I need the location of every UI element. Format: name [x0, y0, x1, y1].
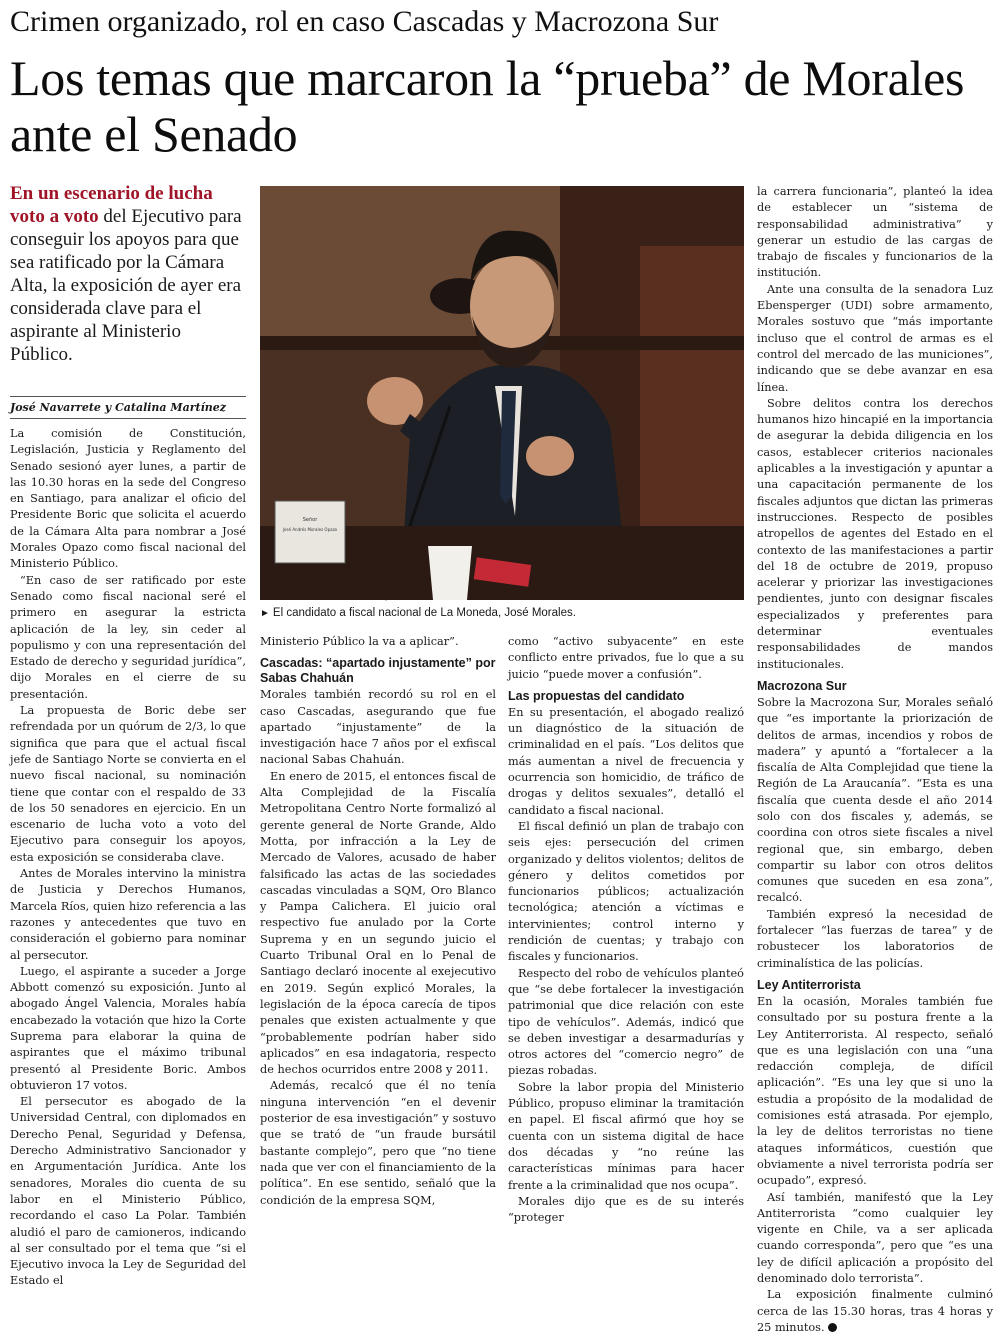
- article-column-4: [757, 184, 993, 1334]
- end-mark-icon: [828, 1323, 837, 1332]
- paragraph: Sobre la labor propia del Ministerio Público, propuso eliminar la tramitación en papel. El fiscal afirmó que hoy se cuenta con un sistema digital de hace dos décadas y “no reúne las características mínimas para hacer frente a la criminalidad que nos ocupa”.: [508, 1080, 744, 1192]
- article-column-3: [508, 634, 744, 1225]
- paragraph: Luego, el aspirante a suceder a Jorge Abbott comenzó su exposición. Junto al abogado Ángel Valencia, Morales había encabezado la votación que hizo la Corte Suprema para elaborar la quina de aspirantes que el máximo tribunal presentó al Presidente Boric. Ambos obtuvieron 17 votos.: [10, 964, 246, 1092]
- subheading: Ley Antiterrorista: [757, 977, 861, 992]
- paragraph: “En caso de ser ratificado por este Senado como fiscal nacional seré el primero en asegurar la estricta aplicación de la ley, sin ceder al populismo y con una representación del Estado de derecho y seguridad jurídica”, dijo Morales en el cierre de su presentación.: [10, 573, 246, 701]
- closing-paragraph: [757, 1287, 993, 1336]
- paragraph: La comisión de Constitución, Legislación, Justicia y Reglamento del Senado sesionó ayer lunes, a partir de las 10.30 horas en la sede del Congreso en Santiago, para analizar el oficio del Presidente Boric que solicita el acuerdo de la Cámara Alta para nombrar a José Morales Opazo como fiscal nacional del Ministerio Público.: [10, 427, 246, 571]
- paragraph: El fiscal definió un plan de trabajo con seis ejes: persecución del crimen organizado y delitos violentos; delitos de género y delitos cometidos por funcionarios públicos; actualización tecnológica; atención a víctimas e intervinientes; control interno y rendición de cuentas; y trabajo con fiscales y funcionarios.: [508, 819, 744, 964]
- paragraph: Ante una consulta de la senadora Luz Ebensperger (UDI) sobre armamento, Morales sostuvo que “más importante incluso que el control de armas es el control del mercado de las municiones”, indicando que se debe avanzar en esa línea.: [757, 282, 993, 394]
- article-photo: [260, 186, 744, 600]
- paragraph: Sobre la Macrozona Sur, Morales señaló que “es importante la priorización de delitos de armas, incendios y robos de madera” y apuntó a “fortalecer a la fiscalía de Alta Complejidad que tiene la Región de La Araucanía”. “Esta es una fiscalía que cuenta desde el año 2014 solo con dos fiscales y, además, se coordina con otros siete fiscales a nivel regional que, sin embargo, deben compartir su labor con otros delitos comunes que suceden en esa zona”, recalcó.: [757, 695, 993, 905]
- subheading: Cascadas: “apartado injustamente” por Sabas Chahuán: [260, 656, 496, 686]
- paragraph: En su presentación, el abogado realizó un diagnóstico de la situación de criminalidad en el país. “Los delitos que más aumentan a nivel de frecuencia y ocurrencia son homicidio, de tráfico de drogas y delitos sexuales”, detalló el candidato a fiscal nacional.: [508, 705, 744, 817]
- subheading: Las propuestas del candidato: [508, 688, 685, 703]
- headline: Los temas que marcaron la “prueba” de Morales ante el Senado: [10, 50, 965, 162]
- article-column-2: [260, 634, 496, 1207]
- paragraph: El persecutor es abogado de la Universidad Central, con diplomados en Derecho Penal, Seguridad y Defensa, Derecho Administrativo Sancionador y en Argumentación Jurídica. Ante los senadores, Morales dio cuenta de su labor en el Ministerio Público, recordando el caso La Polar. También aludió el paro de camioneros, indicando al ser consultado por el tema que “si el Ejecutivo invoca la Ley de Seguridad del Estado el: [10, 1095, 246, 1288]
- lead-paragraph: [10, 182, 246, 366]
- nameplate-line-2: José Andrés Morales Opazo: [282, 527, 338, 532]
- caption-text: El candidato a fiscal nacional de La Moneda, José Morales.: [272, 607, 576, 619]
- paragraph: como “activo subyacente” en este conflicto entre privados, fue lo que a su juicio “puede mover a confusión”.: [508, 635, 744, 681]
- closing-text: La exposición finalmente culminó cerca de las 15.30 horas, tras 4 horas y 25 minutos.: [757, 1288, 993, 1334]
- paragraph: Además, recalcó que él no tenía ninguna intervención “en el devenir posterior de esa investigación” y sostuvo que se trató de “un fraude bursátil bastante complejo”, pero que “no tiene nada que ver con el financiamiento de la política”. En ese sentido, señaló que la condición de la empresa SQM,: [260, 1079, 496, 1207]
- photo-illustration: [260, 186, 744, 600]
- paragraph: Antes de Morales intervino la ministra de Justicia y Derechos Humanos, Marcela Ríos, quien hizo referencia a las razones y antecedentes que tuvo en consideración el gobierno para nominar al persecutor.: [10, 867, 246, 962]
- paragraph: Ministerio Público la va a aplicar”.: [260, 635, 459, 648]
- byline: José Navarrete y Catalina Martínez: [10, 396, 246, 419]
- kicker: Crimen organizado, rol en caso Cascadas y Macrozona Sur: [10, 5, 719, 38]
- paragraph: También expresó la necesidad de fortalecer “las fuerzas de tarea” y de robustecer los laboratorios de criminalística de las policías.: [757, 907, 993, 970]
- paragraph: Sobre delitos contra los derechos humanos hizo hincapié en la importancia de asegurar la debida diligencia en los casos, establecer criterios nacionales aplicables a la investigación y apuntar a una capacitación permanente de los fiscales adjuntos que dictan las primeras instrucciones. Respecto de posibles atropellos de agentes del Estado en el contexto de las manifestaciones a partir del 18 de octubre de 2019, propuso acelerar y priorizar las investigaciones pendientes, junto con designar fiscales especializados y preferentes para determinar eventuales responsabilidades de mandos institucionales.: [757, 396, 993, 671]
- nameplate-line-1: Señor: [302, 517, 318, 523]
- lead-highlight: En un escenario de lucha voto a voto: [10, 183, 213, 227]
- paragraph: Morales también recordó su rol en el caso Cascadas, asegurando que fue apartado “injustamente” de la investigación hace 7 años por el exfiscal nacional Sabas Chahuán.: [260, 688, 496, 767]
- lead-rest: del Ejecutivo para conseguir los apoyos para que sea ratificado por la Cámara Alta, la exposición de ayer era considerada clave para el aspirante al Ministerio Público.: [10, 206, 242, 365]
- photo-caption: [260, 605, 744, 622]
- article-column-1: [10, 426, 246, 1288]
- paragraph: Así también, manifestó que la Ley Antiterrorista “como cualquier ley vigente en Chile, va a ser aplicada cuando corresponda”, pero que “es una ley de difícil aplicación a propósito del denominado dolo terrorista”.: [757, 1190, 993, 1285]
- paragraph: La propuesta de Boric debe ser refrendada por un quórum de 2/3, lo que significa que para que el actual fiscal jefe de Santiago Norte se convierta en el nuevo fiscal nacional, su nominación tiene que contar con el respaldo de 33 de los 50 senadores en ejercicio. En un escenario de lucha voto a voto del Ejecutivo para conseguir los apoyos, esta exposición se consideraba clave.: [10, 704, 246, 864]
- paragraph: En enero de 2015, el entonces fiscal de Alta Complejidad de la Fiscalía Metropolitana Centro Norte formalizó al gerente general de Norte Grande, Aldo Motta, por infracción a la Ley de Mercado de Valores, acusado de haber falsificado las actas de las sociedades cascadas vinculadas a SQM, Oro Blanco y Pampa Calichera. El juicio oral respectivo fue anulado por la Corte Suprema y en un segundo juicio el Cuarto Tribunal Oral en lo Penal de Santiago declaró inocente al exejecutivo en 2019. Según explicó Morales, la legislación de la época carecía de tipos penales que existen actualmente y que “probablemente podrían haber sido aplicados” en esa indagatoria, respecto de hechos ocurridos entre 2008 y 2011.: [260, 769, 496, 1077]
- subheading: Macrozona Sur: [757, 678, 847, 693]
- caption-triangle-icon: ►: [260, 608, 270, 619]
- paragraph: En la ocasión, Morales también fue consultado por su postura frente a la Ley Antiterrorista. Al respecto, señaló que es una legislación con una “una redacción compleja, de difícil aplicación”. “Es una ley que si uno la estudia a propósito de la modalidad de comisiones está atrasada. Por ejemplo, la ley de delitos terroristas no tiene ataques informáticos, cuestión que obviamente a nivel terrorista podría ser ocupado”, expresó.: [757, 994, 993, 1188]
- paragraph: Respecto del robo de vehículos planteó que “se debe fortalecer la investigación patrimonial que dice relación con este tipo de vehículos”. Además, indicó que se deben investigar a desarmadurías y otros actores del “comercio negro” de piezas robadas.: [508, 966, 744, 1078]
- paragraph: la carrera funcionaria”, planteó la idea de establecer un “sistema de responsabilidad administrativa” y generar un estudio de las cargas de trabajo de fiscales y funcionarios de la institución.: [757, 185, 993, 280]
- paragraph: Morales dijo que es de su interés “proteger: [508, 1194, 744, 1225]
